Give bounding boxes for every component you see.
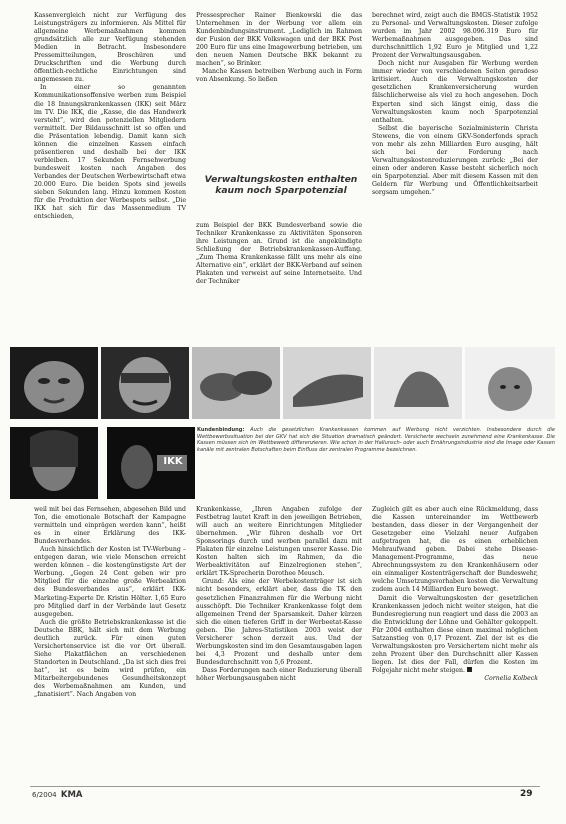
top-column-2-upper xyxy=(196,12,362,172)
photo-woman-portrait xyxy=(10,427,98,499)
photo-hand-closeup xyxy=(283,347,371,419)
paragraph: Manche Kassen betreiben Werbung auch in Form von Absenkung. So ließen xyxy=(196,68,362,84)
caption-text: Auch die gesetzlichen Krankenkassen kommen auf Werbung nicht verzichten. Insbesondere durch die Wettbewerbssituation bei der GKV hat sich die Situation dramatisch geändert. Versicherte wechseln zunehmend eine Krankenkasse. Die Kassen müssen sich im Wettbewerb differenzieren. Wie schon in der Hallunsch- oder auch Ernährungsindustrie sind die Image oder Kassen kanäle mit zentralen Botschaften beim Einfluss der zentralen Programme bezeichnen. xyxy=(197,427,556,453)
photo-fingers xyxy=(374,347,462,419)
paragraph-text: Damit die Verwaltungskosten der gesetzlichen Krankenkassen jedoch nicht weiter steigen, hat die Bundesregierung nun reagiert und dass die 2003 an die Entwicklung der Löhne und Gehälter gekoppelt. Für 2004 enthalten diese einen maximal möglichen Satzanstieg von 0,17 Prozent. Ziel der ist es die Verwaltungskosten pro Versichertem nicht mehr als zehn Prozent über den Durchschnitt aller Kassen liegen. Ist dies der Fall, dürfen die Kosten im Folgejahr nicht mehr steigen. xyxy=(372,594,538,674)
paragraph: Selbst die bayerische Sozialministerin Christa Stewens, die von einem GKV-Sonderfonds sprach von mehr als zehn Milliarden Euro ausging, hält sich bei der Forderung nach Verwaltungskostenreduzierungen zurück: „Bei der einen oder anderen Kasse besteht sicherlich noch ein Sparpotenzial. Aber mit diesem Kassen mit den Geldern für Werbung und Öffentlichkeitsarbeit sorgsam umgehen.“ xyxy=(372,124,538,197)
photo-caption xyxy=(197,427,555,453)
bottom-column-3 xyxy=(372,506,538,782)
ikk-logo-text: IKK xyxy=(163,456,183,467)
photo-woman-face xyxy=(10,347,98,419)
photo-ikk-logo xyxy=(107,427,195,499)
paragraph xyxy=(372,595,538,675)
paragraph: berechnet wird, zeigt auch die BMGS-Statistik 1952 zu Personal- und Verwaltungskosten. Dieser zufolge wurden im Jahr 2002 98.096.319 Euro für Werbemaßnahmen ausgegeben. Das sind durchschnittlich 1,92 Euro je Mitglied und 1,22 Prozent der Verwaltungsausgaben. xyxy=(372,12,538,60)
photo-baby xyxy=(465,347,555,419)
paragraph: Kassenvergleich nicht zur Verfügung des Leistungsträgers zu informieren. Als Mittel für allgemeine Werbemaßnahmen kommen grundsätzlich alle zur Verfügung stehenden Medien in Betracht. Insbesondere Pressemitteilungen, Broschüren und Druckschriften und die Werbung durch öffentlich-rechtliche Einrichtungen sind angemessen zu. xyxy=(34,12,186,84)
paragraph: Zugleich gilt es aber auch eine Rückmeldung, dass die Kassen untereinander im Wettbewerb bestanden, dass dieser in der Vergangenheit der Gesetzgeber eine Vielzahl neuer Aufgaben aufgetragen hat, die es einen erheblichen Mehraufwand geben. Dabei stehe Disease-Management-Programme, das neue Abrechnungssystem zu den Krankenhäusern oder ein einmaliger Kostenträgerschaft der Bundeswehr, welche Umsetzungsvorhaben kosten die Verwaltung zudem auch 14 Milliarden Euro bewegt. xyxy=(372,506,538,594)
footer-issue xyxy=(32,790,83,800)
magazine-brand: KMA xyxy=(60,790,83,800)
top-column-3 xyxy=(372,12,538,342)
paragraph: Auch die größte Betriebskrankenkasse ist die Deutsche BBK, hält sich mit dem Werbung deutlich zurück. Für einen guten Versichertenservice ist die vor Ort überall. Siehe Plakatflächen an verschiedenen Standorten in Deutschland. „Da ist sich dies frei hat“, ist es beim wird prüfen, ein Mitarbeitergebundenes Gesundheitskonzept des Werbemaßnahmen am Kunden, und „fanatisiert“. Nach Angaben von xyxy=(34,618,186,699)
photo-strip xyxy=(10,347,555,503)
top-column-2-lower xyxy=(196,222,362,342)
issue-number: 6/2004 xyxy=(32,791,57,799)
photo-hands xyxy=(192,347,280,419)
photo-man-face xyxy=(101,347,189,419)
footer-rule xyxy=(30,786,540,787)
paragraph: Pressesprecher Rainer Bienkowski die das Unternehmen in der Werbung vor allem ein Kundenbindungsinstrument. „Lediglich im Rahmen der Fusion der BKK Volkswagen und der BKK Post 200 Euro für uns eine Imagewerbung betrieben, um den neuen Namen Deutsche BKK bekannt zu machen“, so Brinker. xyxy=(196,12,362,68)
paragraph: Grund: Als eine der Werbekostenträger ist sich nicht besonders, erklärt aber, dass die TK den gesetzlichen Finanzrahmen für die Werbung nicht ausschöpft. Die Techniker Krankenkasse folgt dem allgemeinen Trend der Sparsamkeit. Daher kürzen sich die einen tieferen Griff in der Werbeetat-Kasse geben. Die Jahres-Statistiken 2003 weist der Versicherer schon derzeit aus. Und der Werbungskosten sind im den Gesamtausgaben lagen bei 4,3 Prozent und deshalb unter dem Bundesdurchschnitt von 5,6 Prozent. xyxy=(196,578,362,666)
bottom-column-1 xyxy=(34,506,186,782)
paragraph: Auch hinsichtlich der Kosten ist TV-Werbung – entgegen daran, wie viele Menschen erreicht werden können – die kostengünstigste Art der Werbung. „Gegen 24 Cent geben wir pro Mitglied für die einzelne große Werbeaktion des Bundesverbandes aus“, erklärt IKK-Marketing-Experte Dr. Kristin Hölter. 1,65 Euro pro Mitglied darf in der Verbände laut Gesetz ausgegeben. xyxy=(34,546,186,618)
pull-quote-headline: Verwaltungskosten enthalten kaum noch Sparpotenzial xyxy=(204,174,358,196)
paragraph: Krankenkasse, „Ihren Angaben zufolge der Festbetrag lautet Kraft in den jeweiligen Betrieben, will auch an weitere Einrichtungen Mitglieder übernehmen. „Wir führen deshalb vor Ort Sponsorings durch und werben parallel dazu mit Plakaten für einzelne Leistungen unserer Kasse. Die Kosten halten sich im Rahmen, da die Werbeaktivitäten auf Einzelregionen stehen“, erklärt TK-Sprecherin Dorothee Meusch. xyxy=(196,506,362,578)
page-number: 29 xyxy=(520,789,533,799)
caption-lead: Kundenbindung: xyxy=(197,427,245,433)
paragraph: Doch nicht nur Ausgaben für Werbung werden immer wieder von verschiedenen Seiten geradeso kritisiert. Auch die Verwaltungskosten der gesetzlichen Krankenversicherung wurden fälschlicherweise als viel zu hoch angesehen. Doch Experten sind sich längst einig, dass die Verwaltungskosten kaum noch Sparpotenzial enthalten. xyxy=(372,60,538,124)
paragraph: weil mit bei das Fernsehen, abgesehen Bild und Ton, die emotionale Botschaft der Kampagne vermitteln und einprägen werden kann“, heißt es in einer Erklärung des IKK-Bundesverbandes. xyxy=(34,506,186,546)
paragraph: zum Beispiel der BKK Bundesverband sowie die Techniker Krankenkasse zu Aktivitäten Sponsoren ihre Leistungen an. Grund ist die angekündigte Schließung der Betriebskrankenkassen-Auffang. „Zum Thema Krankenkasse fällt uns mehr als eine Alternative ein“, erklärt der BKK-Verband auf seinen Plakaten und verweist auf seine Internetseite. Und der Techniker xyxy=(196,222,362,286)
top-column-1 xyxy=(34,12,186,342)
paragraph: Dass Forderungen nach einer Reduzierung überall höher Werbungsausgaben nicht xyxy=(196,666,362,682)
end-mark-icon xyxy=(467,667,472,672)
bottom-column-2 xyxy=(196,506,362,782)
paragraph: In einer so genannten Kommunikationsoffensive werben zum Beispiel die 18 Innungskrankenkassen (IKK) seit März im TV. Die IKK, die „Kasse, die das Handwerk versteht“, wird den potenziellen Mitgliedern vermittelt. Der Bildausschnitt ist so offen und die Präsentation lebendig. Damit kann sich können die einzelnen Kassen einfach präsentieren und deshalb bei der IKK verbleiben. 17 Sekunden Fernsehwerbung bundesweit kosten nach Angaben des Verbandes der Deutschen Werbewirtschaft etwa 20.000 Euro. Die beiden Spots sind jeweils sieben Sekunden lang. Hinzu kommen Kosten für die Produktion der Werbespots selbst. „Die IKK hat sich für das Massenmedium TV entschieden, xyxy=(34,84,186,221)
author-name: Cornelia Kolbeck xyxy=(484,674,538,682)
